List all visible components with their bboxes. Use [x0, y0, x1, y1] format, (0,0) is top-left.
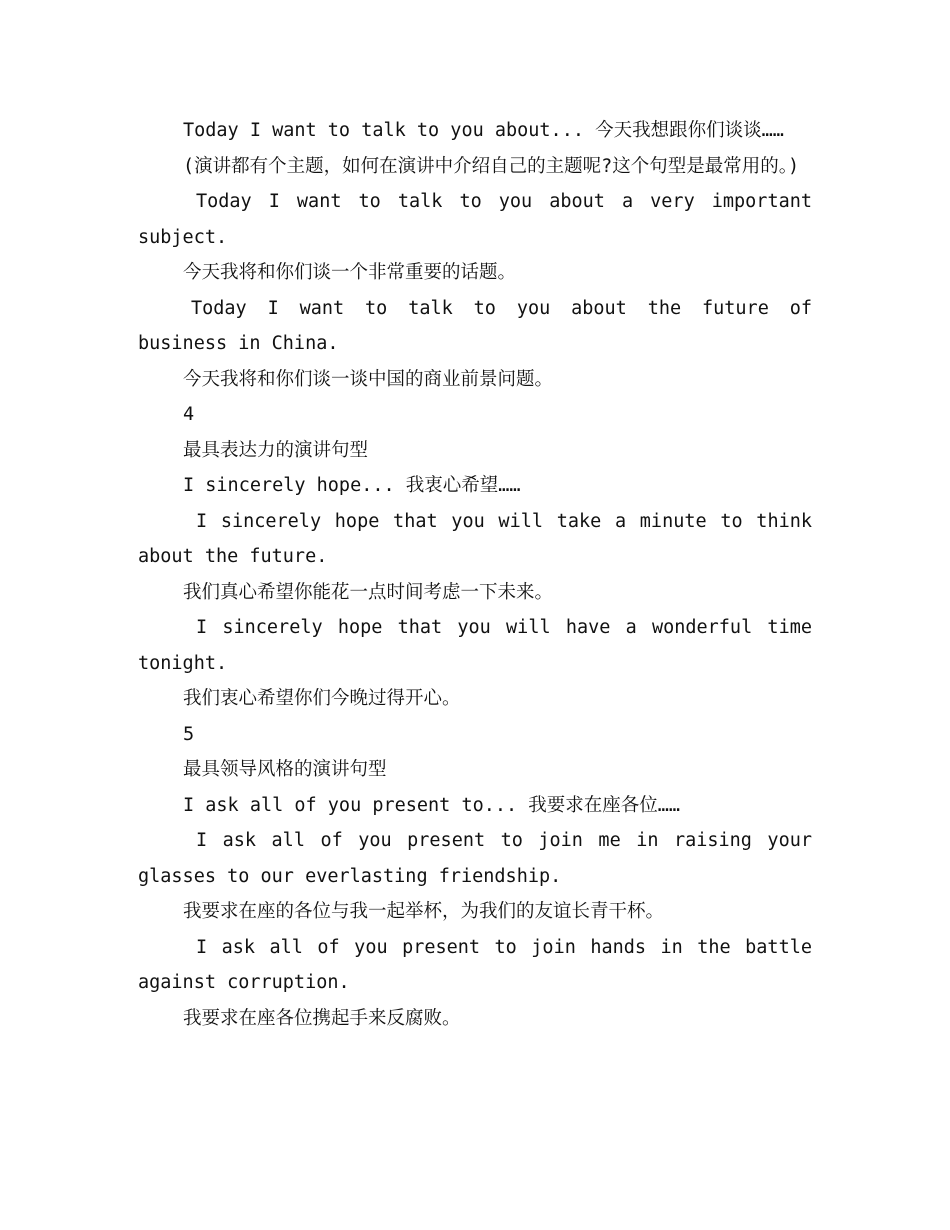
example-english-3: I sincerely hope that you will take a minute to think about the future. [138, 510, 812, 567]
section-heading-4: 最具表达力的演讲句型 [183, 439, 369, 461]
document-page [138, 113, 812, 1036]
example-chinese-5: 我要求在座的各位与我一起举杯，为我们的友谊长青干杯。 [183, 901, 665, 922]
example-english-2: Today I want to talk to you about the future of business in China. [138, 297, 812, 354]
pattern-note: (演讲都有个主题，如何在演讲中介绍自己的主题呢?这个句型是最常用的。) [183, 155, 800, 177]
pattern-ask-all: I ask all of you present to... 我要求在座各位…… [183, 794, 681, 816]
example-chinese-4: 我们衷心希望你们今晚过得开心。 [183, 688, 461, 709]
example-english-1: Today I want to talk to you about a very important subject. [138, 191, 812, 248]
example-english-6: I ask all of you present to join hands in the battle against corruption. [138, 936, 812, 993]
example-english-5: I ask all of you present to join me in raising your glasses to our everlasting friendship. [138, 830, 812, 887]
pattern-sincerely-hope: I sincerely hope... 我衷心希望…… [183, 475, 521, 496]
example-chinese-3: 我们真心希望你能花一点时间考虑一下未来。 [183, 581, 554, 603]
pattern-intro-sentence: Today I want to talk to you about... 今天我想跟你们谈谈…… [183, 120, 784, 141]
example-chinese-6: 我要求在座各位携起手来反腐败。 [183, 1007, 461, 1029]
section-number-4: 4 [183, 404, 195, 425]
example-chinese-1: 今天我将和你们谈一个非常重要的话题。 [183, 262, 517, 283]
example-chinese-2: 今天我将和你们谈一谈中国的商业前景问题。 [183, 368, 554, 390]
section-number-5: 5 [183, 723, 195, 745]
section-heading-5: 最具领导风格的演讲句型 [183, 759, 387, 780]
example-english-4: I sincerely hope that you will have a wonderful time tonight. [138, 617, 812, 674]
